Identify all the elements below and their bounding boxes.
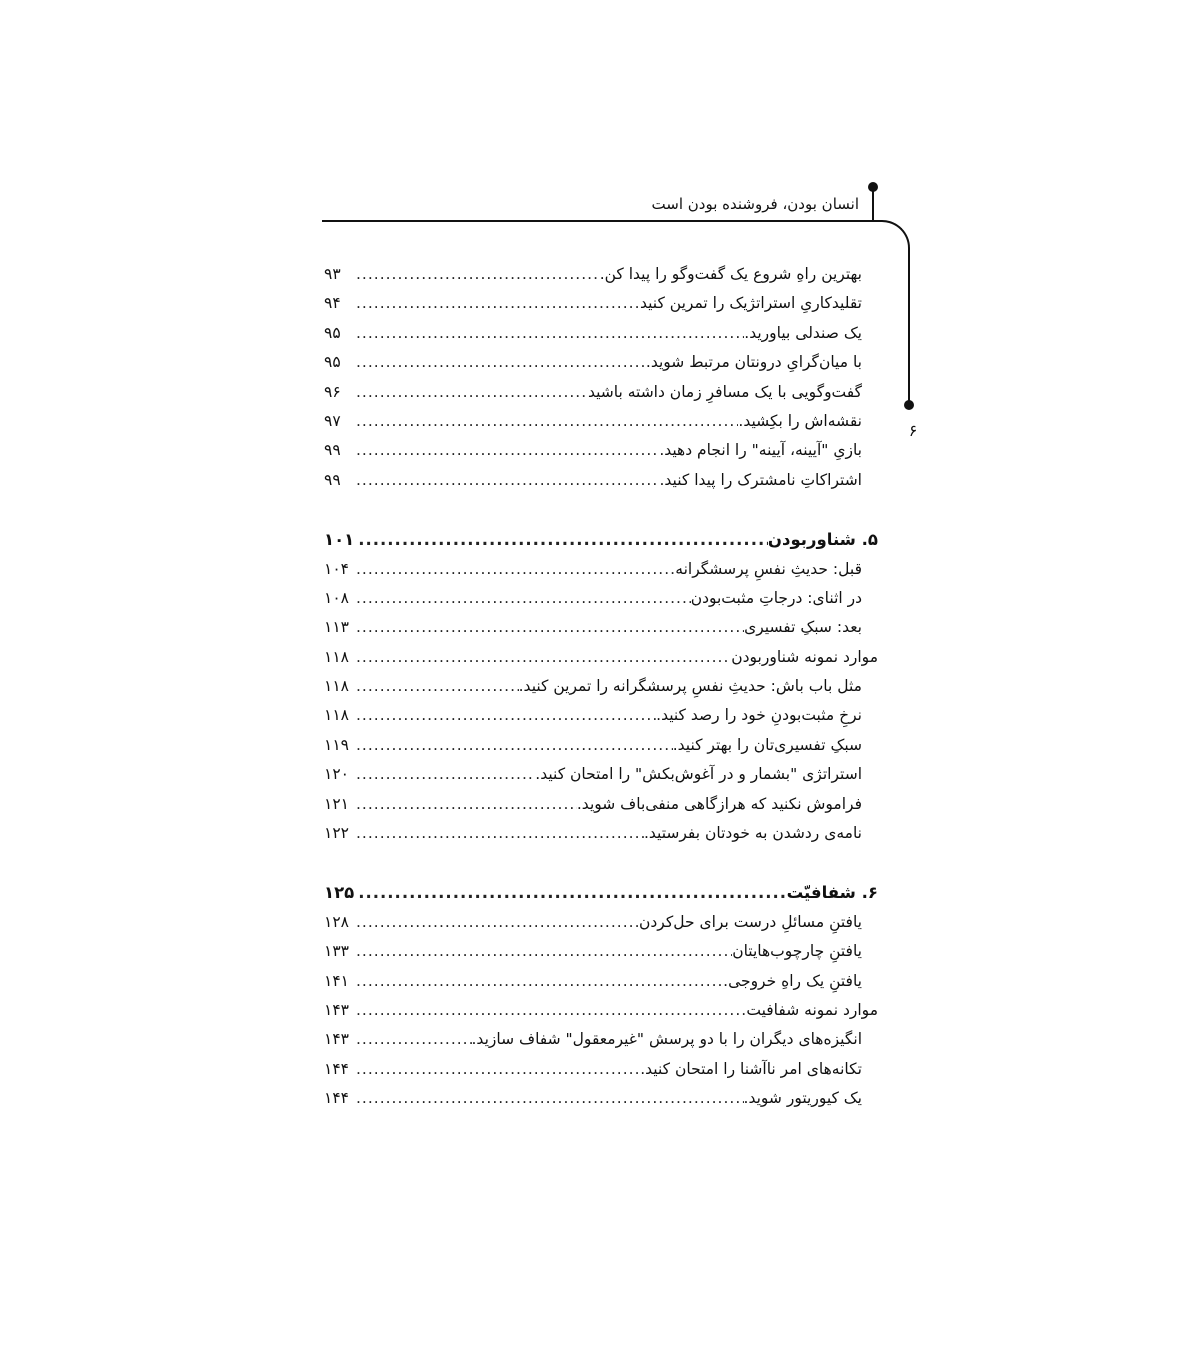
toc-entry [324, 378, 878, 407]
dot-leader [352, 319, 744, 348]
toc-entry-title: بازیِ "آیینه، آیینه" را انجام دهید. [659, 441, 862, 460]
toc-entry [324, 319, 878, 348]
toc-entry-title: یک صندلی بیاورید. [744, 323, 862, 342]
dot-leader [352, 1055, 640, 1084]
table-of-contents [324, 260, 878, 1114]
dot-leader [352, 760, 535, 789]
toc-entry-title: بهترین راهِ شروع یک گفت‌وگو را پیدا کن. [599, 265, 862, 283]
toc-entry-page: ۱۴۳ [324, 1000, 349, 1019]
toc-entry [324, 701, 878, 730]
dot-leader [352, 731, 673, 760]
toc-entry-title: فراموش نکنید که هرازگاهی منفی‌باف شوید. [576, 794, 862, 813]
dot-leader [352, 555, 675, 584]
dot-leader [352, 819, 644, 848]
toc-entry [324, 260, 878, 289]
toc-entry-title: با میان‌گرایِ درونتان مرتبط شوید. [645, 353, 862, 372]
dot-leader [352, 348, 646, 377]
dot-leader [352, 790, 577, 819]
margin-ornament-dot [904, 400, 914, 410]
toc-entry [324, 555, 878, 584]
toc-entry-page: ۱۱۸ [324, 677, 349, 696]
toc-entry [324, 937, 878, 966]
toc-entry-title: بعد: سبکِ تفسیری [744, 618, 862, 637]
toc-entry [324, 1025, 878, 1054]
toc-entry [324, 436, 878, 465]
toc-entry-page: ۹۴ [324, 294, 341, 313]
toc-entry-title: استراتژی "بشمار و در آغوش‌بکش" را امتحان کنید. [535, 765, 862, 784]
toc-entry-title: در اثنای: درجاتِ مثبت‌بودن [690, 588, 862, 607]
margin-ornament-line [908, 256, 910, 402]
toc-entry-page: ۹۹ [324, 441, 341, 460]
toc-entry-page: ۱۰۴ [324, 559, 349, 578]
toc-entry-title: نقشه‌اش را بکِشید. [738, 411, 862, 430]
running-header-title: انسان بودن، فروشنده بودن است [651, 195, 859, 213]
dot-leader [352, 289, 640, 318]
page-number: ۶ [908, 421, 918, 440]
dot-leader [352, 643, 731, 672]
header-ornament-line [872, 188, 874, 222]
toc-section [324, 525, 878, 848]
toc-entry-title: مثل باب باش: حدیثِ نفسِ پرسشگرانه را تمرین کنید. [518, 677, 862, 696]
chapter-heading [324, 878, 878, 907]
toc-entry [324, 1084, 878, 1113]
toc-entry-title: سبکِ تفسیری‌تان را بهتر کنید. [672, 735, 862, 754]
dot-leader [352, 436, 659, 465]
toc-entry-title: یافتنِ یک راهِ خروجی. [723, 971, 862, 990]
toc-entry-title: یک کیوریتور شوید. [743, 1089, 862, 1108]
toc-entry-title: قبل: حدیثِ نفسِ پرسشگرانه [675, 559, 862, 578]
toc-entry-title: یافتنِ چارچوب‌هایتان [732, 942, 862, 961]
dot-leader [352, 701, 656, 730]
toc-entry-page: ۱۴۳ [324, 1030, 349, 1049]
toc-entry [324, 1055, 878, 1084]
toc-entry-page: ۱۲۰ [324, 765, 349, 784]
toc-entry [324, 819, 878, 848]
dot-leader [352, 378, 588, 407]
toc-entry-page: ۹۹ [324, 470, 341, 489]
toc-entry [324, 466, 878, 495]
toc-entry-page: ۱۰۸ [324, 588, 349, 607]
toc-entry [324, 672, 878, 701]
toc-entry-title: تقلیدکاریِ استراتژیک را تمرین کنید [639, 294, 862, 313]
toc-entry-page: ۱۳۳ [324, 942, 349, 961]
dot-leader [352, 466, 659, 495]
toc-entry-title: نرخِ مثبت‌بودنِ خود را رصد کنید. [656, 706, 862, 725]
toc-section [324, 260, 878, 495]
toc-entry [324, 996, 878, 1025]
dot-leader [354, 878, 786, 907]
toc-entry-page: ۱۱۳ [324, 618, 349, 637]
header-ornament-curve [872, 220, 910, 260]
toc-section [324, 878, 878, 1113]
toc-entry-page: ۹۵ [324, 323, 341, 342]
dot-leader [352, 260, 600, 289]
toc-entry-page: ۱۲۲ [324, 824, 349, 843]
toc-entry-page: ۱۴۱ [324, 971, 349, 990]
dot-leader [352, 967, 723, 996]
toc-entry-page: ۹۷ [324, 411, 341, 430]
toc-entry-title: موارد نمونه شفافیت [746, 1000, 878, 1019]
header-rule [322, 220, 874, 222]
toc-entry-page: ۹۵ [324, 353, 341, 372]
toc-entry-title: اشتراکاتِ نامشترک را پیدا کنید. [659, 470, 862, 489]
toc-entry [324, 760, 878, 789]
toc-entry-title: گفت‌وگویی با یک مسافرِ زمان داشته باشید [587, 382, 862, 401]
toc-entry [324, 407, 878, 436]
toc-entry [324, 348, 878, 377]
dot-leader [352, 1084, 744, 1113]
toc-entry-page: ۱۲۸ [324, 912, 349, 931]
dot-leader [352, 996, 746, 1025]
dot-leader [352, 908, 639, 937]
toc-entry-page: ۱۰۱ [324, 530, 355, 550]
toc-entry-title: انگیزه‌های دیگران را با دو پرسش "غیرمعقول" شفاف سازید. [471, 1030, 862, 1049]
toc-entry [324, 584, 878, 613]
dot-leader [352, 1025, 472, 1054]
toc-entry-page: ۱۲۵ [324, 883, 355, 903]
dot-leader [352, 407, 738, 436]
toc-entry-page: ۱۱۹ [324, 735, 349, 754]
toc-entry-page: ۹۳ [324, 265, 341, 283]
toc-entry-page: ۱۴۴ [324, 1089, 349, 1108]
dot-leader [352, 613, 744, 642]
chapter-heading [324, 525, 878, 554]
toc-entry [324, 731, 878, 760]
toc-entry-page: ۹۶ [324, 382, 341, 401]
toc-entry-title: نامه‌ی ردشدن به خودتان بفرستید. [643, 824, 862, 843]
toc-entry [324, 613, 878, 642]
toc-entry [324, 967, 878, 996]
toc-entry-title: ۵. شناوربودن [767, 530, 878, 550]
toc-entry [324, 908, 878, 937]
toc-entry-title: ۶. شفافیّت [786, 883, 878, 903]
toc-entry-page: ۱۱۸ [324, 647, 349, 666]
toc-entry-page: ۱۴۴ [324, 1059, 349, 1078]
toc-entry-page: ۱۲۱ [324, 794, 349, 813]
dot-leader [352, 672, 519, 701]
dot-leader [352, 937, 732, 966]
toc-entry [324, 643, 878, 672]
toc-entry-title: موارد نمونه شناوربودن [731, 647, 878, 666]
toc-entry-page: ۱۱۸ [324, 706, 349, 725]
dot-leader [354, 525, 768, 554]
toc-entry-title: یافتنِ مسائلِ درست برای حل‌کردن [639, 912, 862, 931]
toc-entry [324, 790, 878, 819]
toc-entry [324, 289, 878, 318]
dot-leader [352, 584, 691, 613]
toc-entry-title: تکانه‌های امر ناآشنا را امتحان کنید. [640, 1059, 862, 1078]
